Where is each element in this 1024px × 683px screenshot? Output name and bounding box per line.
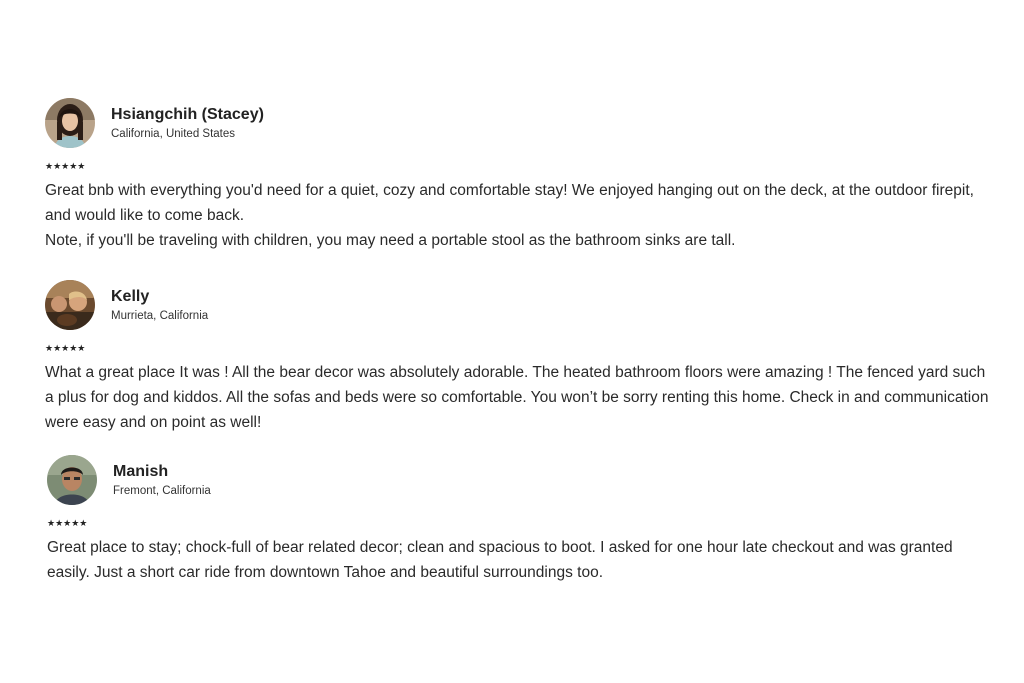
reviewer-header xyxy=(45,279,990,331)
reviewer-header xyxy=(45,97,990,149)
review-text xyxy=(45,360,990,435)
reviewer-name[interactable]: Manish xyxy=(113,462,169,480)
reviewer-meta xyxy=(111,105,264,142)
woman-portrait-icon[interactable] xyxy=(45,98,95,148)
review-text-line: Note, if you'll be traveling with children, you may need a portable stool as the bathroom sinks are tall. xyxy=(45,232,736,249)
reviewer-location: California, United States xyxy=(111,127,236,140)
review-text-line: What a great place It was ! All the bear decor was absolutely adorable. The heated bathroom floors were amazing ! The fenced yard such a plus for dog and kiddos. All the sofas and beds were so comfortable. You won’t be sorry renting this home. Check in and communication were easy and on point as well! xyxy=(45,364,989,431)
reviewer-header xyxy=(47,454,992,506)
reviewer-location: Murrieta, California xyxy=(111,309,209,322)
reviewer-location: Fremont, California xyxy=(113,484,211,497)
review-text-line: Great bnb with everything you'd need for a quiet, cozy and comfortable stay! We enjoyed hanging out on the deck, at the outdoor firepit, and would like to come back. xyxy=(45,182,974,224)
reviewer-meta xyxy=(111,287,208,324)
review-text xyxy=(45,178,990,253)
star-rating: ★★★★★ xyxy=(45,161,86,171)
reviewer-name[interactable]: Hsiangchih (Stacey) xyxy=(111,105,264,123)
reviewer-meta xyxy=(113,462,211,499)
star-rating: ★★★★★ xyxy=(45,343,86,353)
review-card xyxy=(47,454,992,585)
review-card xyxy=(45,97,990,253)
man-portrait-icon[interactable] xyxy=(47,455,97,505)
group-photo-icon[interactable] xyxy=(45,280,95,330)
review-text xyxy=(47,535,992,585)
review-text-line: Great place to stay; chock-full of bear related decor; clean and spacious to boot. I asked for one hour late checkout and was granted easily. Just a short car ride from downtown Tahoe and beautiful surroundings too. xyxy=(47,539,953,581)
review-card xyxy=(45,279,990,435)
reviewer-name[interactable]: Kelly xyxy=(111,287,150,305)
star-rating: ★★★★★ xyxy=(47,518,88,528)
